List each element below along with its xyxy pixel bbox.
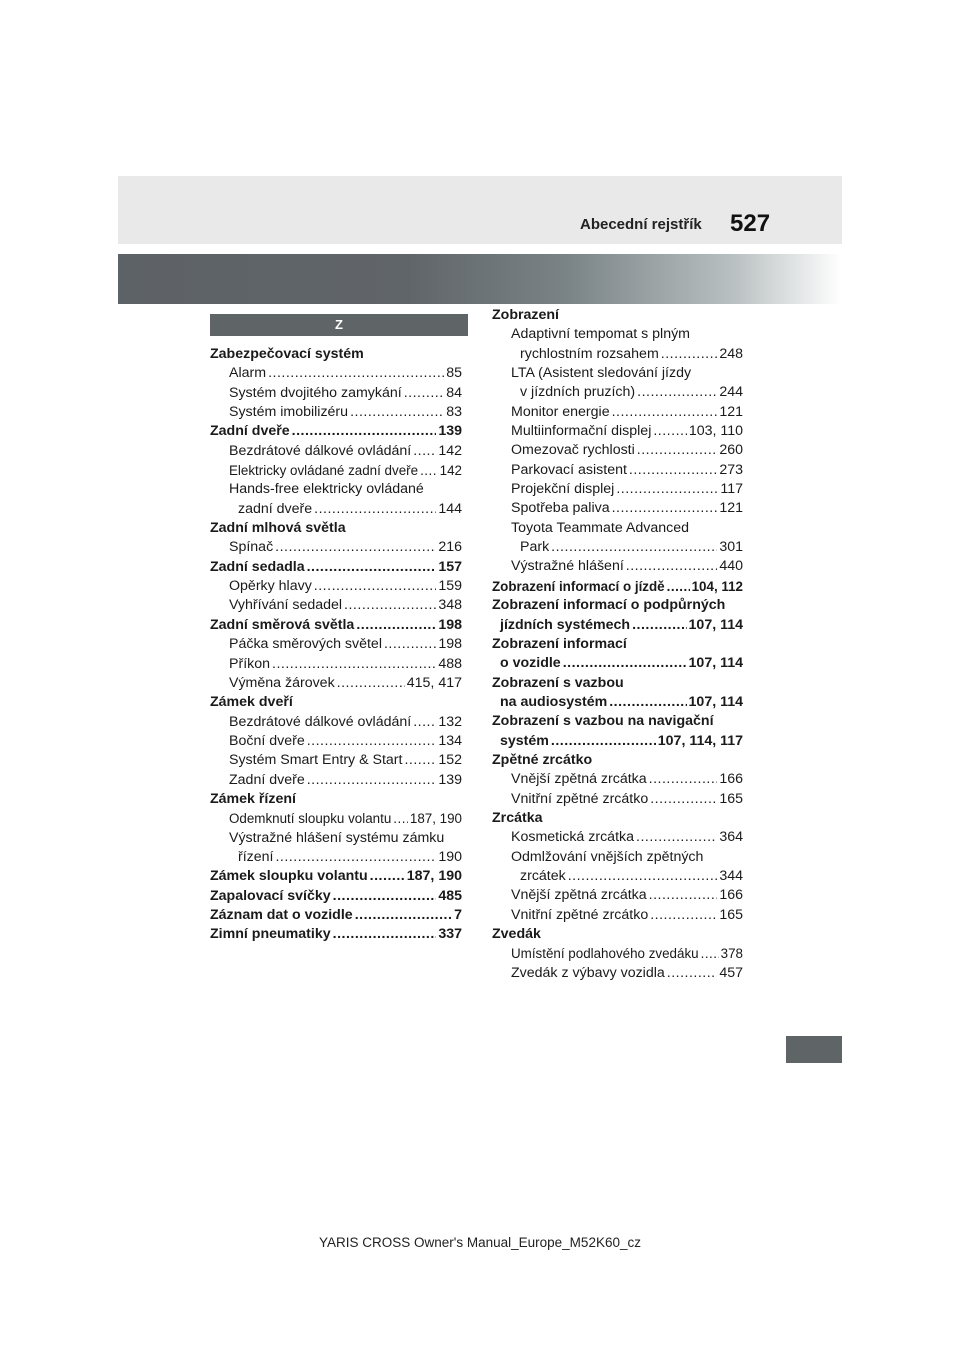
dot-leader (701, 944, 719, 963)
dot-leader (307, 558, 437, 577)
index-entry-label: Odemknutí sloupku volantu (229, 811, 392, 827)
dot-leader (355, 906, 452, 925)
dot-leader (661, 345, 718, 364)
index-entry-page: 244 (719, 384, 743, 401)
index-entry (492, 441, 743, 460)
index-entry-page: 107, 114, 117 (657, 732, 743, 749)
index-entry (210, 887, 462, 906)
gradient-band (118, 254, 842, 304)
index-entry-page: 121 (719, 500, 743, 517)
index-entry-page: 457 (719, 964, 743, 981)
index-entry (210, 655, 462, 674)
dot-leader (649, 770, 718, 789)
index-entry-page: 7 (454, 906, 462, 923)
index-entry-label: Zadní dveře (229, 771, 305, 788)
index-entry (210, 674, 462, 693)
index-entry-label: Zobrazení (492, 307, 560, 323)
dot-leader (344, 596, 436, 615)
index-entry-page: 139 (438, 423, 462, 440)
dot-leader (275, 848, 436, 867)
index-entry-label: Zrcátka (492, 809, 543, 826)
index-entry (210, 771, 462, 790)
index-entry-page: 301 (719, 539, 743, 556)
index-entry (210, 635, 462, 654)
index-entry (492, 499, 743, 518)
index-entry-label: Zadní směrová světla (210, 616, 355, 633)
index-entry-page: 337 (438, 926, 462, 943)
index-entry-page: 157 (438, 558, 462, 575)
index-entry-label: Park (520, 539, 550, 556)
index-entry-label: Výměna žárovek (229, 674, 335, 691)
index-entry-label: Zobrazení s vazbou na navigační (492, 713, 714, 730)
dot-leader (275, 538, 436, 557)
index-entry (210, 345, 462, 364)
index-entry-label: Multiinformační displej (511, 423, 652, 440)
index-entry-page: 107, 114 (688, 616, 743, 633)
index-entry-label: Příkon (229, 655, 271, 672)
index-entry (210, 848, 462, 867)
index-entry-label: Zvedák (492, 926, 541, 942)
index-entry-label: Opěrky hlavy (229, 578, 312, 595)
index-entry-page: 190 (438, 848, 462, 865)
index-entry-label: Zobrazení s vazbou (492, 674, 624, 691)
dot-leader (356, 616, 436, 635)
index-entry-label: Zadní dveře (210, 423, 290, 440)
index-entry-page: 152 (438, 752, 462, 769)
index-entry-page: 165 (719, 790, 743, 807)
index-entry-page: 121 (719, 403, 743, 420)
index-entry (210, 713, 462, 732)
index-entry (210, 906, 462, 925)
index-entry-label: řízení (238, 848, 274, 865)
dot-leader (333, 887, 437, 906)
index-entry-label: zrcátek (520, 867, 566, 884)
index-entry (492, 616, 743, 635)
index-entry-label: Zobrazení informací (492, 635, 627, 652)
index-entry-page: 260 (719, 442, 743, 459)
dot-leader (292, 422, 437, 441)
index-entry-label: Vnitřní zpětné zrcátko (511, 790, 649, 807)
index-entry (210, 500, 462, 519)
index-entry-page: 84 (446, 384, 462, 401)
dot-leader (384, 635, 436, 654)
index-entry-label: Omezovač rychlosti (511, 442, 635, 459)
index-entry (492, 712, 743, 731)
index-entry-label: Vnitřní zpětné zrcátko (511, 906, 649, 923)
index-entry-label: Bezdrátové dálkové ovládání (229, 442, 412, 459)
index-entry (210, 577, 462, 596)
index-entry-page: 134 (438, 732, 462, 749)
index-entry-label: Odmlžování vnějších zpětných (511, 848, 704, 865)
index-entry-label: Zámek dveří (210, 694, 293, 711)
index-entry (492, 461, 743, 480)
index-entry-label: Adaptivní tempomat s plným (511, 326, 690, 343)
index-entry-label: Systém imobilizéru (229, 404, 349, 421)
index-entry-label: Výstražné hlášení systému zámku (229, 829, 445, 846)
index-entry-page: 216 (438, 539, 462, 556)
index-entry (492, 480, 743, 499)
index-entry-page: 440 (719, 558, 743, 575)
index-entry-page: 142 (438, 442, 462, 459)
chapter-tab (786, 1036, 842, 1063)
index-entry-label: Zadní sedadla (210, 558, 305, 575)
index-entry-label: Páčka směrových světel (229, 636, 382, 653)
index-entry (210, 829, 462, 848)
index-entry (210, 461, 462, 480)
index-entry-label: Vyhřívání sedadel (229, 597, 343, 614)
index-entry (492, 751, 743, 770)
index-entry-label: Zobrazení informací o podpůrných (492, 597, 726, 614)
index-entry-label: Umístění podlahového zvedáku (511, 946, 699, 962)
index-entry-page: 187, 190 (409, 811, 462, 827)
index-entry-label: Systém dvojitého zamykání (229, 384, 402, 401)
index-entry-label: Parkovací asistent (511, 461, 627, 478)
index-column-right (492, 306, 743, 983)
index-entry-label: na audiosystém (500, 693, 608, 710)
index-entry-label: v jízdních pruzích) (520, 384, 636, 401)
dot-leader (626, 557, 718, 576)
index-entry (210, 693, 462, 712)
index-entry (492, 596, 743, 615)
dot-leader (632, 616, 686, 635)
dot-leader (413, 713, 436, 732)
dot-leader (551, 538, 717, 557)
dot-leader (612, 499, 718, 518)
index-entry-label: Spotřeba paliva (511, 500, 610, 517)
dot-leader (650, 906, 717, 925)
index-entry-label: Vnější zpětná zrcátka (511, 887, 647, 904)
index-entry-label: Zapalovací svíčky (210, 887, 331, 904)
index-entry-page: 364 (719, 829, 743, 846)
dot-leader (268, 364, 444, 383)
index-entry (492, 635, 743, 654)
index-entry-page: 485 (438, 887, 462, 904)
index-entry (492, 886, 743, 905)
index-entry (210, 732, 462, 751)
index-entry-page: 348 (438, 597, 462, 614)
index-entry (210, 867, 462, 886)
dot-leader (636, 828, 717, 847)
index-entry-page: 198 (438, 636, 462, 653)
section-title: Abecední rejstřík (580, 216, 702, 233)
index-entry-label: o vozidle (500, 655, 561, 672)
index-entry (210, 384, 462, 403)
index-entry (492, 577, 743, 596)
index-entry-label: Zadní mlhová světla (210, 520, 346, 537)
index-entry (210, 809, 462, 828)
index-entry-page: 117 (720, 481, 743, 498)
index-entry (492, 654, 743, 673)
dot-leader (350, 403, 444, 422)
dot-leader (333, 925, 437, 944)
index-entry (492, 732, 743, 751)
index-entry (492, 538, 743, 557)
index-entry (492, 557, 743, 576)
index-entry (492, 944, 743, 963)
index-entry-label: Monitor energie (511, 403, 610, 420)
index-entry (492, 906, 743, 925)
index-entry (492, 925, 743, 944)
index-entry-label: jízdních systémech (500, 616, 631, 633)
index-entry-page: 415, 417 (406, 674, 462, 691)
index-entry-page: 166 (719, 887, 743, 904)
index-entry (210, 925, 462, 944)
dot-leader (653, 422, 686, 441)
index-entry-page: 165 (719, 906, 743, 923)
index-entry-label: Bezdrátové dálkové ovládání (229, 713, 412, 730)
index-entry (492, 306, 743, 325)
index-entry (210, 538, 462, 557)
index-entry-label: Zimní pneumatiky (210, 926, 331, 943)
index-entry (492, 345, 743, 364)
index-entry-label: Systém Smart Entry & Start (229, 752, 403, 769)
dot-leader (551, 732, 656, 751)
index-entry-page: 83 (446, 404, 462, 421)
index-entry-label: Toyota Teammate Advanced (511, 519, 689, 536)
index-entry-label: rychlostním rozsahem (520, 345, 659, 362)
index-entry (492, 403, 743, 422)
index-entry (210, 442, 462, 461)
index-entry-label: Alarm (229, 365, 267, 382)
index-entry-label: Zabezpečovací systém (210, 346, 364, 362)
dot-leader (370, 867, 405, 886)
index-entry-page: 107, 114 (688, 655, 743, 672)
index-entry-label: Zvedák z výbavy vozidla (511, 964, 665, 981)
dot-leader (612, 403, 718, 422)
section-letter: Z (210, 314, 468, 336)
footer-manual-id: YARIS CROSS Owner's Manual_Europe_M52K60_cz (319, 1235, 641, 1250)
index-entry-page: 166 (719, 771, 743, 788)
index-entry-label: Zámek sloupku volantu (210, 868, 368, 885)
dot-leader (563, 654, 687, 673)
index-entry-label: Elektricky ovládané zadní dveře (229, 463, 419, 479)
index-entry-label: Zámek řízení (210, 790, 296, 807)
index-entry (492, 809, 743, 828)
index-entry-page: 248 (719, 345, 743, 362)
index-entry-label: Projekční displej (511, 481, 615, 498)
index-entry-page: 187, 190 (406, 868, 462, 885)
index-entry-page: 144 (438, 500, 462, 517)
dot-leader (616, 480, 718, 499)
dot-leader (637, 383, 717, 402)
index-entry (492, 325, 743, 344)
dot-leader (393, 809, 408, 828)
index-entry (492, 828, 743, 847)
index-entry (210, 558, 462, 577)
index-entry-page: 103, 110 (688, 423, 743, 440)
index-entry-label: Záznam dat o vozidle (210, 906, 353, 923)
index-entry (492, 790, 743, 809)
index-entry-label: zadní dveře (238, 500, 313, 517)
index-entry (210, 422, 462, 441)
index-entry (492, 964, 743, 983)
index-entry-label: LTA (Asistent sledování jízdy (511, 365, 692, 382)
dot-leader (307, 771, 437, 790)
index-entry (210, 751, 462, 770)
index-entry (492, 867, 743, 886)
index-entry (210, 519, 462, 538)
index-entry (492, 383, 743, 402)
dot-leader (337, 674, 405, 693)
index-entry-page: 378 (720, 946, 743, 962)
dot-leader (629, 461, 717, 480)
index-entry-label: Spínač (229, 539, 274, 556)
index-entry-page: 107, 114 (688, 693, 743, 710)
index-entry (492, 674, 743, 693)
index-entry (210, 790, 462, 809)
page-number: 527 (730, 210, 771, 237)
index-entry-page: 273 (719, 461, 743, 478)
index-entry (492, 693, 743, 712)
index-entry-label: Kosmetická zrcátka (511, 829, 634, 846)
index-entry-label: Hands-free elektricky ovládané (229, 481, 424, 498)
index-entry-page: 85 (446, 365, 462, 382)
index-entry (492, 770, 743, 789)
index-entry (492, 519, 743, 538)
index-entry (492, 848, 743, 867)
dot-leader (650, 790, 717, 809)
index-entry (210, 403, 462, 422)
dot-leader (667, 577, 690, 596)
dot-leader (413, 442, 436, 461)
index-entry-label: Výstražné hlášení (511, 558, 624, 575)
index-entry (492, 364, 743, 383)
index-column-left (210, 345, 462, 945)
index-entry (210, 616, 462, 635)
index-entry-page: 142 (439, 463, 462, 479)
dot-leader (637, 441, 718, 460)
dot-leader (420, 461, 438, 480)
index-entry-label: systém (500, 732, 549, 749)
dot-leader (272, 655, 436, 674)
index-entry-page: 104, 112 (691, 578, 743, 594)
dot-leader (307, 732, 437, 751)
index-entry-page: 488 (438, 655, 462, 672)
index-entry-label: Vnější zpětná zrcátka (511, 771, 647, 788)
dot-leader (404, 384, 445, 403)
dot-leader (404, 751, 436, 770)
dot-leader (314, 577, 437, 596)
index-entry-label: Zobrazení informací o jízdě (492, 578, 665, 594)
index-entry (210, 364, 462, 383)
dot-leader (314, 500, 436, 519)
index-entry-page: 198 (438, 616, 462, 633)
dot-leader (649, 886, 718, 905)
dot-leader (667, 964, 718, 983)
index-entry-page: 132 (438, 713, 462, 730)
index-entry-page: 139 (438, 771, 462, 788)
dot-leader (568, 867, 718, 886)
index-entry (492, 422, 743, 441)
index-entry-page: 159 (438, 578, 462, 595)
index-entry (210, 480, 462, 499)
index-entry-label: Boční dveře (229, 732, 305, 749)
index-entry-page: 344 (719, 867, 743, 884)
index-entry (210, 596, 462, 615)
dot-leader (609, 693, 686, 712)
index-entry-label: Zpětné zrcátko (492, 751, 593, 768)
